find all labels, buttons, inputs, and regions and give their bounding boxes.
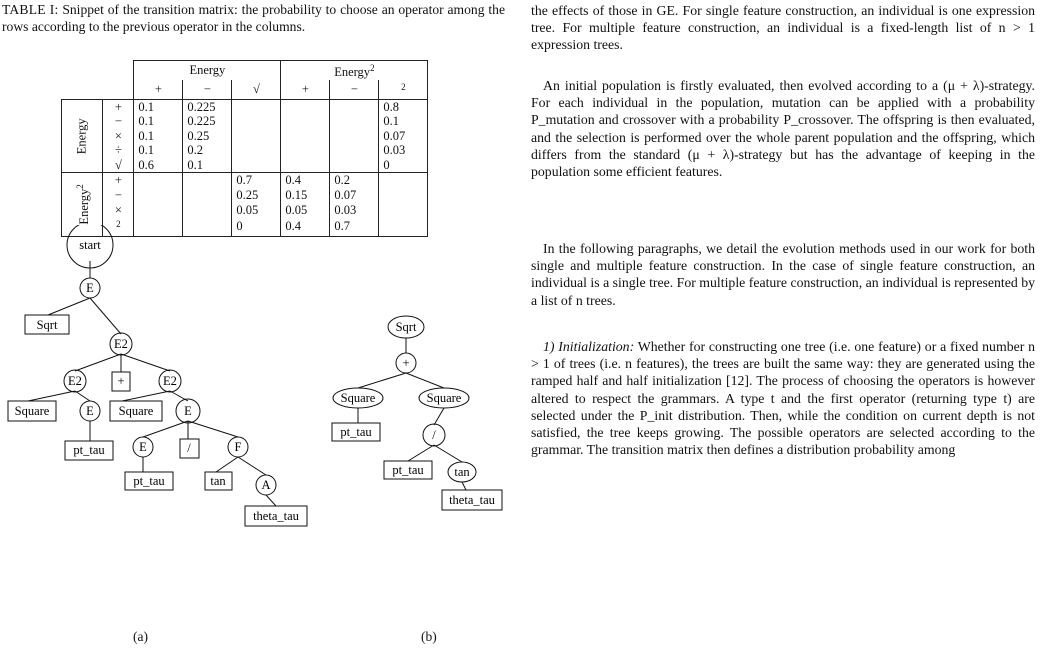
matrix-cell: 0.4 (281, 217, 330, 236)
matrix-cell: 0.2 (330, 173, 379, 188)
matrix-cell: 0.1 (379, 114, 428, 129)
left-column (0, 0, 510, 656)
matrix-cell (281, 114, 330, 129)
col-op: − (183, 80, 232, 99)
body-text (531, 77, 1035, 180)
tree-b (320, 305, 510, 605)
matrix-cell (330, 114, 379, 129)
matrix-cell: 0.05 (281, 203, 330, 218)
matrix-cell (183, 173, 232, 188)
row-op: − (103, 188, 134, 203)
matrix-cell: 0.1 (134, 99, 183, 114)
tree-a-node: E (86, 281, 94, 295)
matrix-cell: 0.03 (330, 203, 379, 218)
tree-a-node: F (234, 440, 242, 454)
matrix-cell (330, 129, 379, 144)
matrix-cell (134, 203, 183, 218)
tree-a-node: + (117, 374, 125, 388)
matrix-cell (232, 99, 281, 114)
row-op: ÷ (103, 143, 134, 158)
section-heading: 1) Initialization: (543, 339, 635, 354)
matrix-cell: 0 (379, 158, 428, 173)
matrix-cell (232, 114, 281, 129)
tree-a-node: / (187, 441, 191, 455)
matrix-cell (183, 203, 232, 218)
matrix-cell (330, 99, 379, 114)
body-text (531, 2, 1035, 54)
matrix-cell (281, 158, 330, 173)
matrix-cell: 0.1 (134, 114, 183, 129)
matrix-cell: 0.07 (379, 129, 428, 144)
tree-a-node: Square (14, 404, 50, 418)
row-group-energy2: Energy$^2$ (62, 173, 103, 237)
table-caption (2, 2, 505, 35)
col-group-energy: Energy (134, 61, 281, 80)
body-text (531, 240, 1035, 309)
tree-a-start: start (79, 238, 101, 252)
row-op: + (103, 99, 134, 114)
subfigure-a-label: (a) (133, 629, 148, 644)
matrix-cell (281, 129, 330, 144)
matrix-cell (281, 143, 330, 158)
col-op: + (134, 80, 183, 99)
right-column (531, 0, 1035, 656)
matrix-cell: 0.1 (134, 129, 183, 144)
matrix-cell (232, 158, 281, 173)
tree-a-node: E (139, 440, 147, 454)
paragraph-0: the effects of those in GE. For single feature construction, an individual is one expression tree. For multiple feature construction, an individual is a fixed-length list of n > 1 expression trees. (531, 3, 1035, 53)
tree-b-node: / (432, 428, 436, 442)
col-op: 2 (379, 80, 428, 99)
tree-a-node: A (261, 478, 271, 492)
matrix-cell: 0.225 (183, 99, 232, 114)
matrix-cell: 0.1 (183, 158, 232, 173)
row-op: √ (103, 158, 134, 173)
tree-a-node: E2 (68, 374, 82, 388)
tree-b-node: tan (454, 465, 470, 479)
tree-b-node: Sqrt (395, 320, 417, 334)
matrix-cell: 0.1 (134, 143, 183, 158)
tree-b-node: pt_tau (392, 463, 424, 477)
paragraph-3: Whether for constructing one tree (i.e. one feature) or a fixed number n > 1 of trees (i.e. n features), the trees are built the same way: they are generated using the ramped half and half initialization [12]. The process of choosing the operators is however altered to respect the grammars. A type t and the first operator (returning type t) are selected under the P_init distribution. Then, while the condition on current depth is not satisfied, the tree keeps growing. The possible operators are selected according to the grammar. The transition matrix then defines a distribution probability among (531, 339, 1036, 458)
col-op: + (281, 80, 330, 99)
tree-a-node: pt_tau (133, 474, 165, 488)
transition-matrix-table (61, 60, 428, 237)
caption-label: TABLE I: (2, 2, 59, 17)
matrix-cell: 0.25 (183, 129, 232, 144)
matrix-cell: 0.07 (330, 188, 379, 203)
row-op: × (103, 203, 134, 218)
tree-b-node: Square (340, 391, 376, 405)
tree-b-node: + (402, 356, 410, 370)
tree-a-node: tan (210, 474, 226, 488)
matrix-cell (379, 203, 428, 218)
tree-a-node: E (184, 404, 192, 418)
paragraph-1: An initial population is firstly evaluated, then evolved according to a (μ + λ)-strategy. For each individual in the population, mutation can be applied with a probability P_mutation and crossover with a probability P_crossover. The offspring is then evaluated, and the selection is performed over the whole parent population and the offspring, which differs from the standard (μ + λ)-strategy but has the advantage of keeping in the population some efficient features. (531, 78, 1035, 180)
tree-a-node: E (86, 404, 94, 418)
matrix-cell: 0 (232, 217, 281, 236)
matrix-cell: 0.15 (281, 188, 330, 203)
col-op: − (330, 80, 379, 99)
row-op: + (103, 173, 134, 188)
matrix-cell (330, 158, 379, 173)
tree-a-node: pt_tau (73, 443, 105, 457)
subfigure-b-label: (b) (421, 629, 437, 644)
tree-b-node: Square (426, 391, 462, 405)
matrix-cell: 0.25 (232, 188, 281, 203)
matrix-cell: 0.05 (232, 203, 281, 218)
matrix-cell (330, 143, 379, 158)
matrix-cell: 0.8 (379, 99, 428, 114)
matrix-cell (232, 129, 281, 144)
matrix-cell (134, 173, 183, 188)
tree-a (0, 225, 340, 600)
matrix-cell (379, 173, 428, 188)
matrix-cell (232, 143, 281, 158)
matrix-cell: 0.03 (379, 143, 428, 158)
tree-a-node: Sqrt (36, 318, 58, 332)
matrix-cell (379, 217, 428, 236)
body-text (531, 338, 1035, 458)
row-op: 2 (103, 217, 134, 236)
tree-a-node: E2 (114, 337, 128, 351)
tree-a-node: theta_tau (253, 509, 299, 523)
matrix-cell (134, 188, 183, 203)
tree-a-node: E2 (163, 374, 177, 388)
matrix-cell: 0.4 (281, 173, 330, 188)
col-group-energy2: Energy$^2$ (281, 61, 428, 80)
matrix-cell (281, 99, 330, 114)
tree-b-node: theta_tau (449, 493, 495, 507)
caption-text: Snippet of the transition matrix: the probability to choose an operator among the rows according to the previous operator in the columns. (2, 2, 505, 34)
matrix-cell: 0.225 (183, 114, 232, 129)
matrix-cell (379, 188, 428, 203)
matrix-cell: 0.2 (183, 143, 232, 158)
tree-a-node: Square (118, 404, 154, 418)
tree-b-node: pt_tau (340, 425, 372, 439)
row-op: − (103, 114, 134, 129)
paragraph-2: In the following paragraphs, we detail the evolution methods used in our work for both single and multiple feature construction. In the case of single feature construction, an individual is a single tree. For multiple feature construction, an individual is represented by a list of n trees. (531, 241, 1035, 308)
row-group-energy: Energy (62, 99, 103, 173)
matrix-cell: 0.7 (330, 217, 379, 236)
matrix-cell (183, 188, 232, 203)
row-op: × (103, 129, 134, 144)
col-op: √ (232, 80, 281, 99)
matrix-cell: 0.7 (232, 173, 281, 188)
matrix-cell: 0.6 (134, 158, 183, 173)
